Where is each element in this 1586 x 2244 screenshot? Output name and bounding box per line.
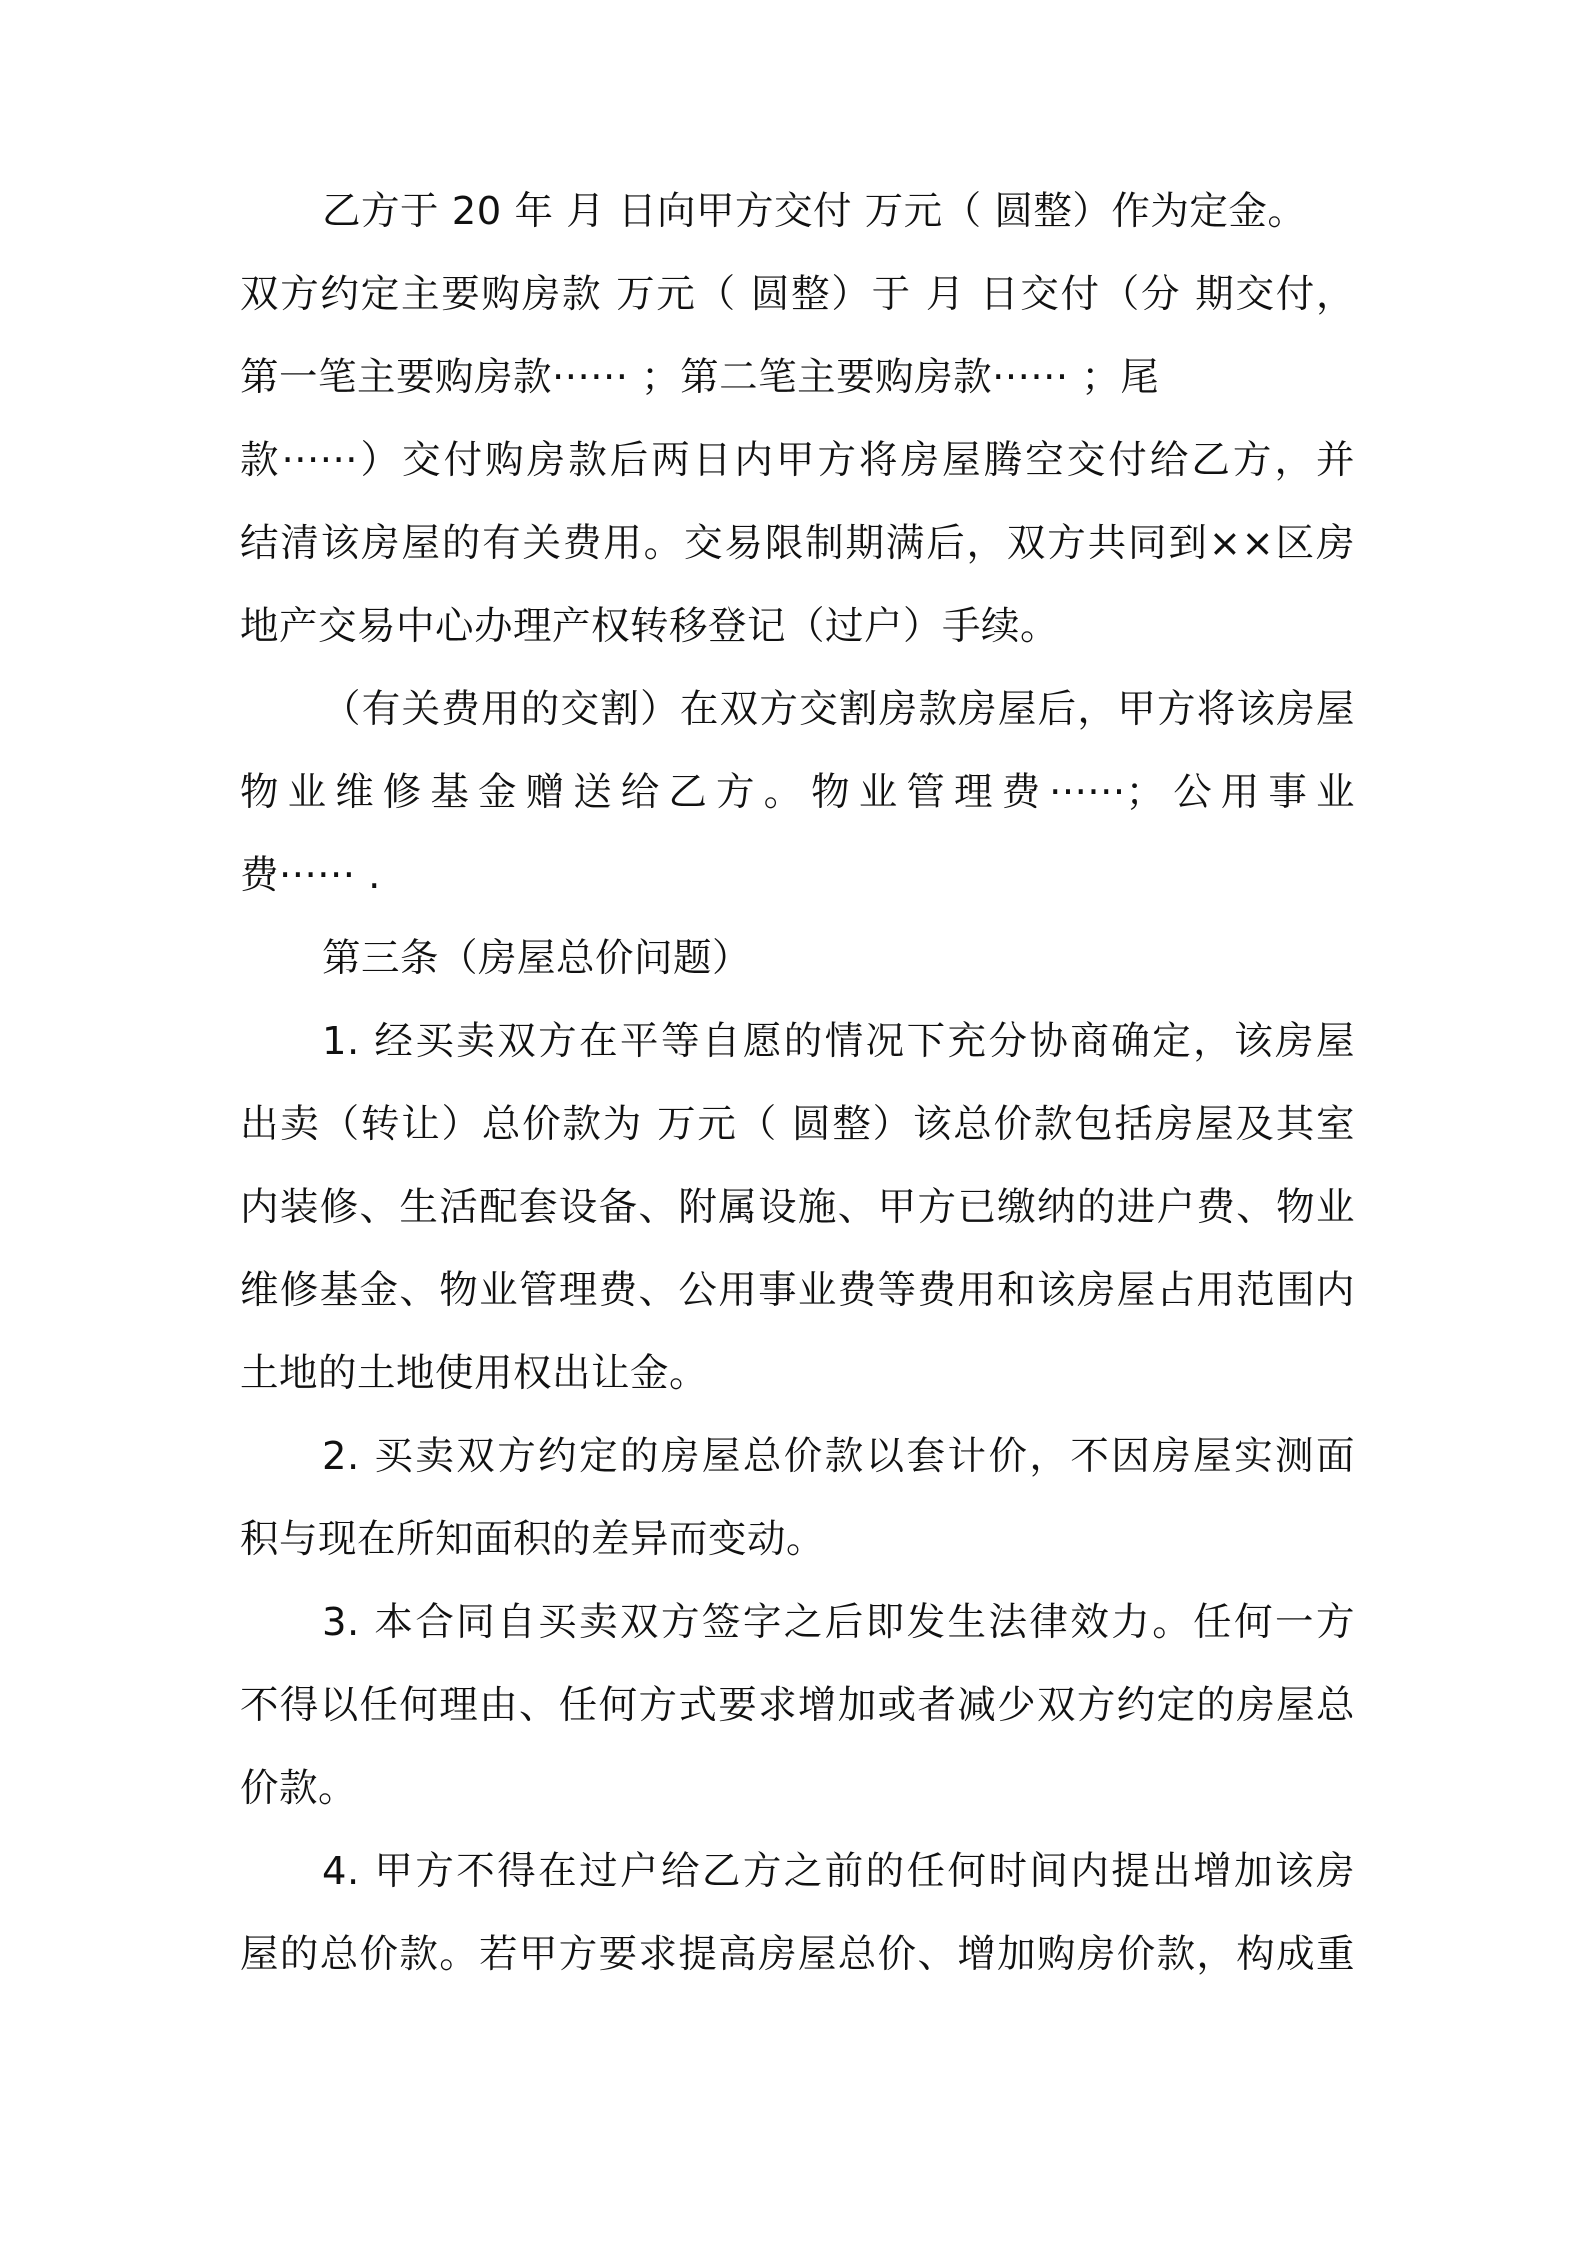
text-line: 物业维修基金赠送给乙方。物业管理费······；公用事业 xyxy=(240,770,1355,815)
text-line: 4. 甲方不得在过户给乙方之前的任何时间内提出增加该房 xyxy=(322,1849,1355,1894)
text-line: 结清该房屋的有关费用。交易限制期满后，双方共同到××区房 xyxy=(240,521,1355,566)
text-line: 价款。 xyxy=(240,1766,358,1811)
text-line: 屋的总价款。若甲方要求提高房屋总价、增加购房价款，构成重 xyxy=(240,1932,1355,1977)
text-line: 不得以任何理由、任何方式要求增加或者减少双方约定的房屋总 xyxy=(240,1683,1355,1728)
section-heading: 第三条（房屋总价问题） xyxy=(322,936,752,981)
text-line: 内装修、生活配套设备、附属设施、甲方已缴纳的进户费、物业 xyxy=(240,1185,1355,1230)
text-line: 1. 经买卖双方在平等自愿的情况下充分协商确定，该房屋 xyxy=(322,1019,1355,1064)
text-line: 土地的土地使用权出让金。 xyxy=(240,1351,709,1396)
text-line: 第一笔主要购房款······ ；第二笔主要购房款······ ；尾 xyxy=(240,355,1160,400)
text-line: （有关费用的交割）在双方交割房款房屋后，甲方将该房屋 xyxy=(322,687,1355,732)
text-line: 3. 本合同自买卖双方签字之后即发生法律效力。任何一方 xyxy=(322,1600,1355,1645)
text-line: 积与现在所知面积的差异而变动。 xyxy=(240,1517,826,1562)
text-line: 地产交易中心办理产权转移登记（过户）手续。 xyxy=(240,604,1060,649)
text-line: 维修基金、物业管理费、公用事业费等费用和该房屋占用范围内 xyxy=(240,1268,1355,1313)
text-line: 款······）交付购房款后两日内甲方将房屋腾空交付给乙方，并 xyxy=(240,438,1355,483)
text-line: 出卖（转让）总价款为 万元（ 圆整）该总价款包括房屋及其室 xyxy=(240,1102,1355,1147)
text-line: 双方约定主要购房款 万元（ 圆整）于 月 日交付（分 期交付， xyxy=(240,272,1355,317)
text-line: 2. 买卖双方约定的房屋总价款以套计价，不因房屋实测面 xyxy=(322,1434,1355,1479)
text-line: 乙方于 20 年 月 日向甲方交付 万元（ 圆整）作为定金。 xyxy=(322,189,1307,234)
text-line: 费······ . xyxy=(240,853,381,898)
